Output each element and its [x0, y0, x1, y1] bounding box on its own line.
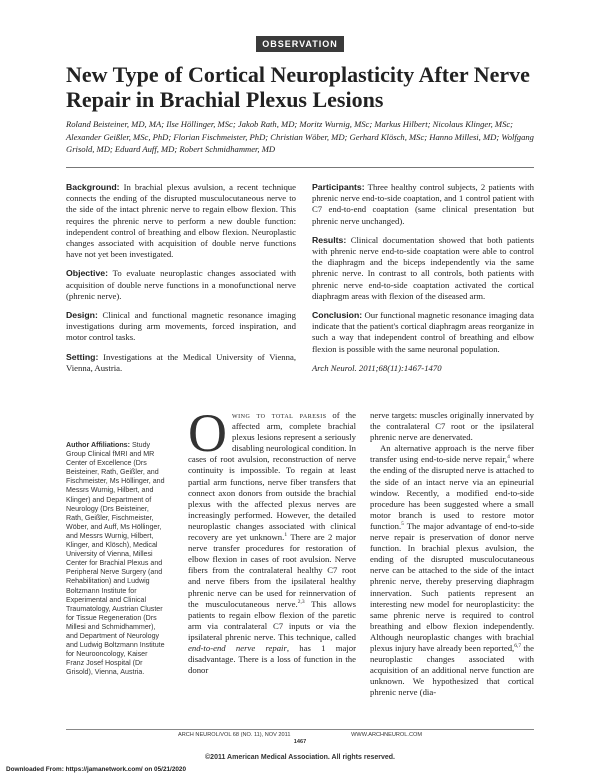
abstract-label: Background: [66, 182, 120, 192]
reference-marker: 5 [401, 521, 404, 528]
author-list: Roland Beisteiner, MD, MA; Ilse Höllinger, MSc; Jakob Rath, MD; Moritz Wurnig, MSc; Markus Hilbert; Nicolaus Klinger, MSc; Alexander Geißler, MSc, PhD; Florian Fischmeister, PhD; Christian Wöber, MD; Gerhard Klösch, MSc; Hanno Millesi, MD; Wolfgang Grisold, MD; Eduard Auff, MD; Robert Schmidhammer, MD [66, 119, 534, 155]
lead-in: wing to total paresis [232, 410, 327, 420]
section-badge: OBSERVATION [256, 36, 344, 52]
abstract-label: Design: [66, 310, 98, 321]
reference-marker: 2,3 [297, 598, 305, 605]
abstract-label: Objective: [66, 268, 109, 279]
abstract-text: In brachial plexus avulsion, a recent technique connects the ending of the disrupted musculocutaneous nerve to the side of the intact phrenic nerve to regain elbow flexion. This requires the phrenic nerve to perform a new double function: independent control of breathing and elbow flexion. Neuroplastic changes associated with acquisition of double nerve functions have not yet been investigated. [66, 182, 296, 260]
reference-marker: 6,7 [514, 643, 522, 650]
body-text: , has 1 major disadvantage. There is a loss of function in the donor [188, 642, 356, 676]
body-text: nerve targets: muscles originally innervated by the contralateral C7 root or the ipsilateral phrenic nerve are denervated. [370, 410, 534, 443]
abstract-background [66, 182, 296, 260]
abstract-label: Participants: [312, 182, 365, 192]
abstract-label: Results: [312, 234, 347, 245]
abstract-text: Investigations at the Medical University of Vienna, Vienna, Austria. [66, 351, 297, 373]
abstract-text: Three healthy control subjects, 2 patients with phrenic nerve end-to-side coaptation, and 1 control patient with C7 end-to-end coaptation (same clinical presentation but phrenic nerve unchanged). [312, 182, 535, 226]
affiliations-text: Study Group Clinical fMRI and MR Center of Excellence (Drs Beisteiner, Rath, Geißler, and Fischmeister, Ms Höllinger, and Messrs Wurnig, Hilbert, and Klinger) and Department of Neurology (Drs Beisteiner, Rath, Geißler, Fischmeister, Wöber, and Auff, Ms Höllinger, and Messrs Wurnig, Hilbert, Klinger, and Klösch), Medical University of Vienna, Millesi Center for Brachial Plexus and Peripheral Nerve Surgery (and Rehabilitation) and Ludwig Boltzmann Institute for Experimental and Clinical Traumatology, Austrian Cluster for Tissue Regeneration (Drs Millesi and Schmidhammer), and Department of Neurology and Ludwig Boltzmann Institute for Neurooncology, Kaiser Franz Josef Hospital (Dr Grisold), Vienna, Austria. [66, 441, 165, 677]
body-column-1 [188, 403, 357, 676]
footer-journal: ARCH NEUROL/VOL 68 (NO. 11), NOV 2011 [178, 732, 291, 738]
footer-divider [66, 729, 534, 730]
abstract-results [312, 235, 534, 302]
body-text: This allows patients to regain elbow flexion of the paretic arm via contralateral C7 inputs or via the ipsilateral phrenic nerve. This technique, called [188, 598, 356, 642]
abstract-participants [312, 182, 534, 227]
abstract-label: Conclusion: [312, 310, 363, 321]
body-text: where the ending of the disrupted nerve is attached to the side of an intact nerve via an epineurial window. Recently, a modified end-to-side procedure has been suggested where a small motor branch is used to restore motor function. [370, 454, 534, 531]
abstract-conclusion [312, 310, 534, 355]
footer-website[interactable]: WWW.ARCHNEUROL.COM [351, 732, 422, 738]
body-text: The major advantage of end-to-side nerve repair is preservation of donor nerve function. In brachial plexus avulsion, the ending of the disrupted musculocutaneous nerve can be attached to the side of the intact phrenic nerve, thereby preserving diaphragm innervation. Such patients represent an interesting new model for neuroplasticity: the same phrenic nerve is required to control breathing and elbow flexion independently. Although neuroplastic changes with brachial plexus injury have already been reported, [370, 520, 534, 653]
abstract-design [66, 310, 296, 344]
abstract-objective [66, 268, 296, 302]
abstract-right-column [312, 182, 534, 382]
body-text: the neuroplastic changes associated with acquisition of an additional nerve function are unknown. We hypothesized that cortical phrenic nerve (dia- [370, 642, 534, 698]
reference-marker: 1 [284, 532, 288, 539]
body-text: An alternative approach is the nerve fiber transfer using end-to-side nerve repair, [370, 443, 534, 465]
download-notice: Downloaded From: https://jamanetwork.com/ on 05/21/2020 [6, 766, 187, 773]
body-text: There are 2 major nerve transfer procedures for restoration of elbow flexion in cases of root avulsion. Nerve fibers from the contralateral healthy C7 root and nerve fibers from the ipsilateral healthy phrenic nerve can be used for reinnervation of the musculocutaneous nerve. [188, 532, 356, 609]
author-affiliations [66, 441, 166, 677]
citation: Arch Neurol. 2011;68(11):1467-1470 [312, 362, 442, 373]
abstract-setting [66, 352, 296, 374]
body-text: of the affected arm, complete brachial plexus lesions represent a seriously disabling neurological condition. In cases of root avulsion, reconstruction of nerve continuity is impossible. To regain at least partial arm functions, nerve fiber transfers that connect axon donors from outside the brachial plexus with the affected plexus nerves are increasingly performed. However, the detailed neuroplastic changes associated with clinical recovery are yet unknown. [188, 410, 357, 543]
abstract-left-column [66, 182, 296, 382]
reference-marker: 4 [507, 454, 510, 461]
title-divider [66, 167, 534, 168]
page-number: 1467 [293, 739, 307, 745]
body-emphasis: end-to-end nerve repair [188, 642, 287, 653]
affiliations-label: Author Affiliations: [66, 441, 130, 449]
drop-cap: O [188, 403, 227, 463]
abstract-label: Setting: [66, 351, 99, 362]
abstract-text: Clinical and functional magnetic resonance imaging investigations during arm movements, forced inspiration, and motor control tasks. [66, 310, 296, 343]
body-column-2 [370, 410, 534, 698]
abstract-text: To evaluate neuroplastic changes associated with acquisition of double nerve functions in a monofunctional nerve (phrenic nerve). [66, 268, 296, 301]
copyright-notice: ©2011 American Medical Association. All rights reserved. [205, 754, 395, 761]
abstract-text: Our functional magnetic resonance imaging data indicate that the patient's cortical diaphragm areas reorganize in such a way that independent control of breathing and elbow flexion is possible with the same neuronal population. [312, 310, 534, 354]
abstract-text: Clinical documentation showed that both patients with phrenic nerve end-to-side coaptation were able to control the diaphragm and the biceps independently via the same phrenic nerve. In contrast to all controls, both patients with phrenic nerve end-to-side coaptation activated the cortical diaphragm areas with flexion of the diseased arm. [312, 234, 535, 301]
article-title: New Type of Cortical Neuroplasticity After Nerve Repair in Brachial Plexus Lesions [66, 62, 530, 112]
